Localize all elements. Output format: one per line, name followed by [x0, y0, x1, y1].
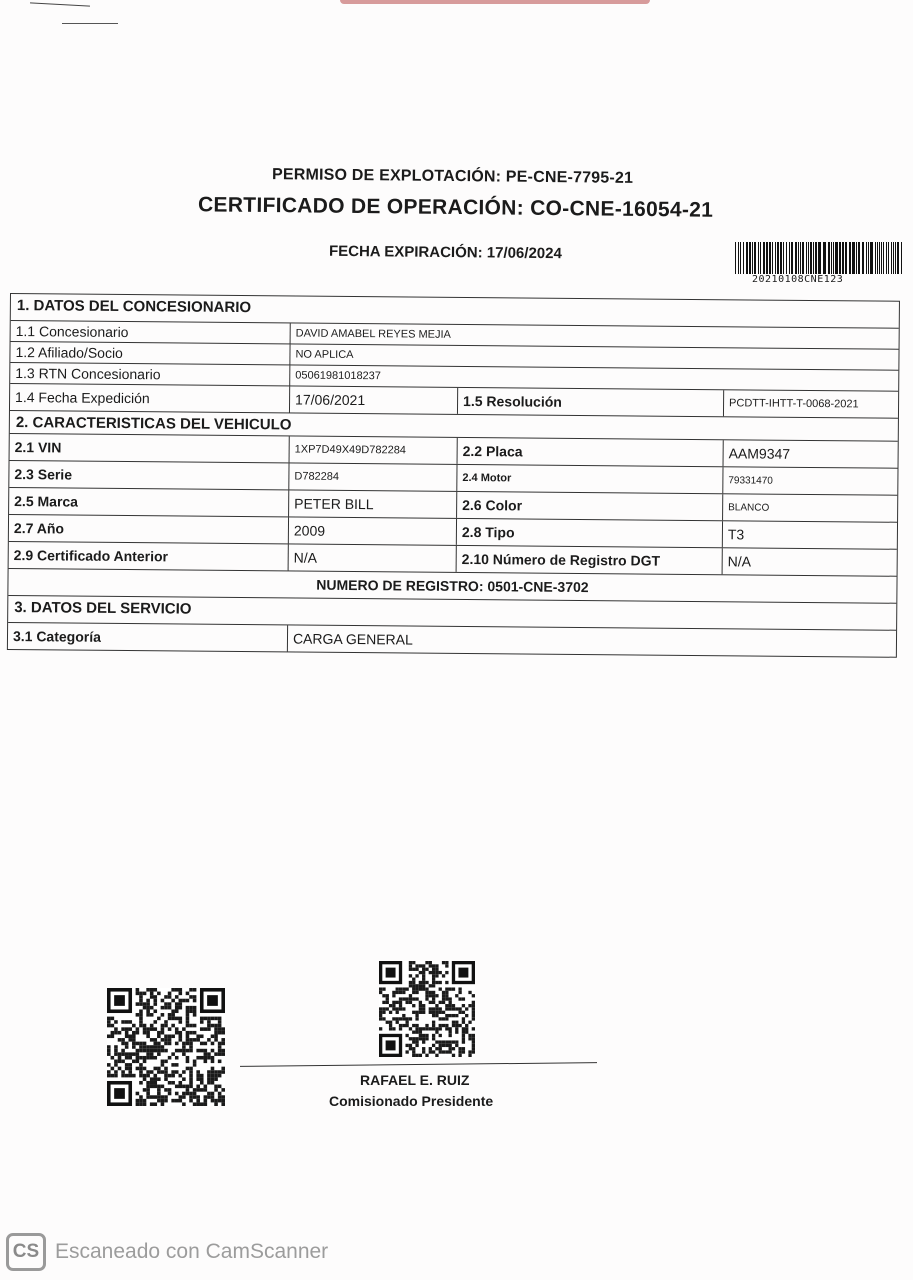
field-value: N/A: [727, 553, 752, 570]
field-value: PETER BILL: [289, 490, 457, 517]
qr-signature-icon: [379, 961, 475, 1057]
certificate-form: [7, 293, 900, 658]
field-label: 2.8 Tipo: [457, 519, 723, 547]
field-label: 1.2 Afiliado/Socio: [10, 342, 290, 364]
field-value: 2009: [289, 517, 457, 544]
field-value: 17/06/2021: [290, 386, 458, 413]
signer-title: Comisionado Presidente: [329, 1093, 494, 1109]
field-value: CARGA GENERAL: [292, 630, 413, 648]
numero-registro: NUMERO DE REGISTRO: 0501-CNE-3702: [316, 576, 589, 596]
field-value: 79331470: [728, 474, 773, 487]
field-label: 2.4 Motor: [457, 465, 723, 493]
field-value: PCDTT-IHTT-T-0068-2021: [729, 397, 859, 411]
field-label: 2.6 Color: [457, 492, 723, 520]
field-label: 1.4 Fecha Expedición: [10, 384, 290, 412]
camscanner-watermark: Escaneado con CamScanner: [55, 1240, 329, 1263]
section2-title: 2. CARACTERISTICAS DEL VEHICULO: [15, 414, 292, 434]
field-label: 2.3 Serie: [9, 461, 289, 489]
barcode-icon: [735, 242, 903, 274]
field-label: 2.7 Año: [9, 515, 289, 543]
top-red-mark: [340, 0, 650, 4]
field-label: 2.1 VIN: [10, 434, 290, 462]
section3-title: 3. DATOS DEL SERVICIO: [14, 599, 192, 618]
field-label: 2.5 Marca: [9, 488, 289, 516]
camscanner-logo-icon: CS: [6, 1233, 46, 1271]
field-value: BLANCO: [728, 501, 770, 514]
field-value: 05061981018237: [295, 369, 381, 383]
field-value: NO APLICA: [295, 348, 354, 362]
pen-mark: [30, 2, 90, 6]
signer-name: RAFAEL E. RUIZ: [360, 1072, 470, 1088]
section1-title: 1. DATOS DEL CONCESIONARIO: [16, 297, 252, 317]
field-value: T3: [727, 526, 745, 543]
field-label: 1.3 RTN Concesionario: [10, 363, 290, 385]
field-label: 1.5 Resolución: [458, 388, 724, 416]
certificado-heading: CERTIFICADO DE OPERACIÓN: CO-CNE-16054-21: [197, 193, 714, 222]
qr-code-icon: [107, 988, 225, 1106]
signature-line: [240, 1062, 597, 1067]
field-value: N/A: [289, 544, 457, 571]
field-value: AAM9347: [728, 445, 791, 462]
fecha-expiracion: FECHA EXPIRACIÓN: 17/06/2024: [328, 242, 562, 263]
field-label: 2.9 Certificado Anterior: [9, 542, 289, 570]
field-value: D782284: [289, 463, 457, 490]
permiso-heading: PERMISO DE EXPLOTACIÓN: PE-CNE-7795-21: [271, 166, 634, 187]
field-value: 1XP7D49X49D782284: [290, 436, 458, 463]
barcode-number: 20210108CNE123: [752, 274, 844, 285]
pen-mark-2: [62, 23, 118, 24]
field-label: 2.2 Placa: [458, 438, 724, 466]
field-label: 3.1 Categoría: [8, 623, 288, 651]
field-value: DAVID AMABEL REYES MEJIA: [295, 327, 451, 341]
field-label: 1.1 Concesionario: [11, 321, 291, 343]
field-label: 2.10 Número de Registro DGT: [457, 546, 723, 574]
